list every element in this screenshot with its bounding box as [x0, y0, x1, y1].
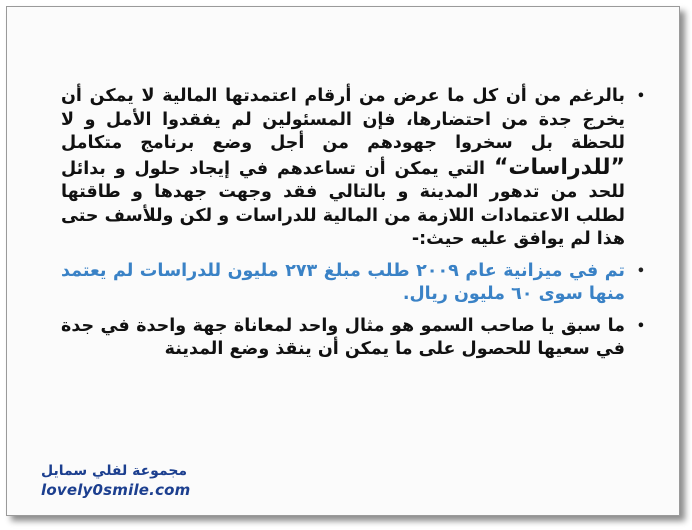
bullet-dot: •	[636, 263, 645, 279]
bullet-item-2	[61, 260, 647, 307]
bullet-1-line-5: المدينة و بالتالي فقد وجهت جهدها و طاقتها لطلب الاعتمادات	[61, 182, 625, 226]
bullet-1-line-2: يخرج جدة من احتضارها، فإن المسئولين لم يفقدوا الأمل و لا للحظة	[61, 109, 625, 153]
bullet-dot: •	[636, 89, 645, 104]
bullet-1-quoted-word: ”للدراسات“	[493, 154, 626, 180]
bullet-1-line-3: بل سخروا جهودهم من أجل وضع برنامج متكامل	[61, 133, 553, 153]
bullet-2-line-1: تم في ميزانية عام ٢٠٠٩ طلب مبلغ ٢٧٣ مليون للدراسات لم يعتمد	[61, 260, 625, 281]
bullet-1-line-6: اللازمة من المالية للدراسات و لكن وللأسف حتى هذا لم يوافق عليه	[61, 205, 625, 249]
bullet-item-1	[61, 85, 647, 252]
bullet-dot: •	[636, 318, 645, 334]
bullet-2-line-2: منها سوى ٦٠ مليون ريال.	[402, 284, 625, 304]
slide-frame	[6, 6, 680, 516]
site-watermark	[41, 462, 191, 500]
bullet-1-line-4: التي يمكن أن تساعدهم في إيجاد حلول و بدائل للحد من تدهور	[61, 158, 625, 202]
bullet-3-line-1: ما سبق يا صاحب السمو هو مثال واحد لمعاناة جهة واحدة في جدة	[61, 315, 625, 336]
bullet-1-line-1: بالرغم من أن كل ما عرض من أرقام اعتمدتها المالية لا يمكن أن	[61, 86, 625, 106]
watermark-url: lovely0smile.com	[41, 481, 191, 499]
slide-content	[61, 85, 647, 370]
bullet-item-3	[61, 315, 647, 362]
bullet-3-line-2: في سعيها للحصول على ما يمكن أن ينقذ وضع المدينة	[164, 339, 625, 359]
bullet-1-line-7: حيث:-	[411, 229, 465, 249]
watermark-arabic: مجموعة لفلي سمايل	[41, 463, 188, 479]
